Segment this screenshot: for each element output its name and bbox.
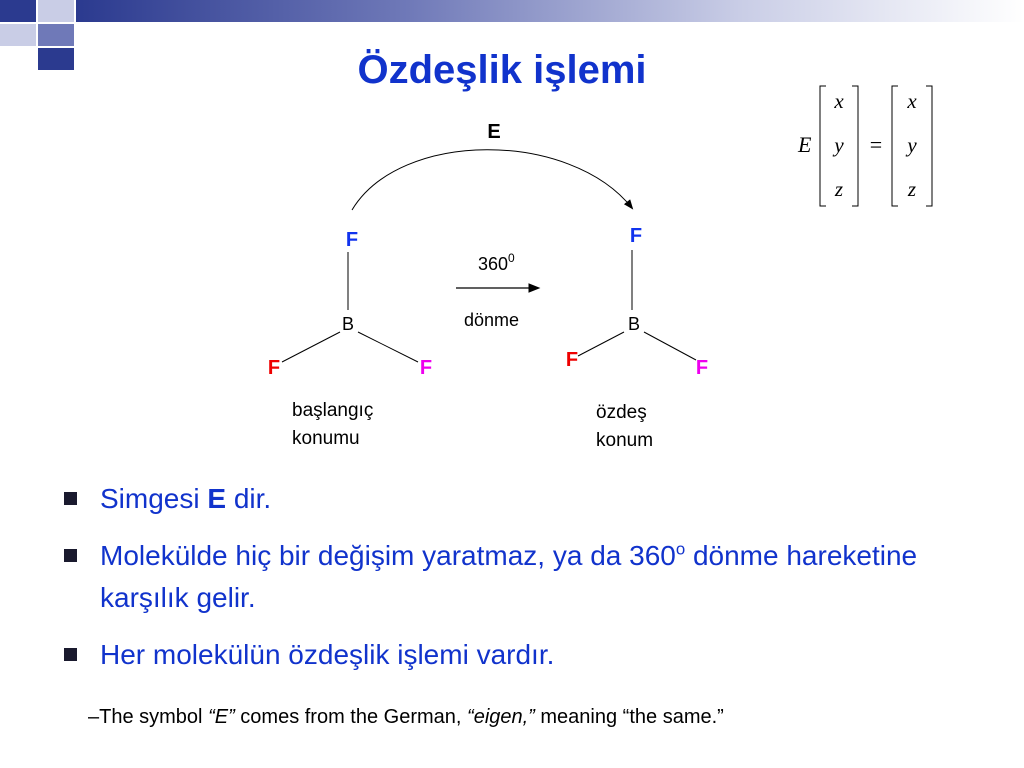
left-vector-z: z (834, 177, 844, 201)
bracket-left-close (852, 86, 858, 206)
atom-f-top-left: F (345, 229, 359, 251)
decor-square (38, 0, 74, 22)
caption-right-line2: konum (596, 430, 654, 451)
bullet-text: dönme hareketine karşılık gelir. (100, 540, 918, 613)
rotation-value: $360^0$ (478, 251, 515, 274)
atom-b-left: B (341, 314, 355, 334)
square-bullet-icon (64, 492, 77, 505)
matrix-operator: E (798, 132, 812, 157)
bracket-right-open (892, 86, 898, 206)
bullet-list (62, 478, 962, 692)
atom-f-bottom-right-magenta: F (695, 357, 709, 379)
bullet-item (62, 634, 962, 675)
atom-f-top-right: F (629, 225, 643, 247)
caption-right-line1: özdeş (596, 402, 647, 423)
degree-superscript: o (675, 540, 686, 560)
bracket-right-close (926, 86, 932, 206)
rotation-word: dönme (464, 310, 520, 330)
bond (358, 332, 418, 362)
bullet-item (62, 478, 962, 519)
atom-f-bottom-right-magenta: F (419, 357, 433, 379)
bullet-bold-symbol: E (207, 483, 227, 514)
matrix-equation (790, 80, 950, 212)
footnote: –The symbol “E” comes from the German, “eigen,” meaning “the same.” (88, 706, 724, 728)
bullet-item (62, 535, 962, 618)
right-vector-y: y (907, 133, 917, 157)
bracket-left-open (820, 86, 826, 206)
bullet-text: Her molekülün özdeşlik işlemi vardır. (100, 639, 555, 671)
bullet-text: Simgesi (100, 483, 208, 514)
caption-left-line2: konumu (292, 428, 360, 449)
decor-square (0, 24, 36, 46)
decor-square (38, 24, 74, 46)
caption-left-line1: başlangıç (292, 400, 374, 421)
curved-arrow (352, 150, 632, 210)
square-bullet-icon (64, 549, 77, 562)
equals-sign: = (869, 132, 883, 157)
bond (282, 332, 340, 362)
bond (644, 332, 696, 360)
right-vector-x: x (907, 89, 917, 113)
operator-label: E (487, 121, 501, 143)
atom-f-bottom-left-red: F (267, 357, 281, 379)
bullet-text: dir. (226, 483, 272, 514)
decor-top-band (76, 0, 1024, 22)
decor-square (0, 0, 36, 22)
atom-f-bottom-left-red: F (565, 349, 579, 371)
left-vector-y: y (834, 133, 844, 157)
square-bullet-icon (64, 648, 77, 661)
bullet-text: Molekülde hiç bir değişim yaratmaz, ya da 360 (100, 540, 676, 572)
atom-b-right: B (627, 314, 641, 334)
right-vector-z: z (907, 177, 917, 201)
identity-operation-diagram (240, 110, 740, 460)
bond (578, 332, 624, 356)
left-vector-x: x (834, 89, 844, 113)
slide-title: Özdeşlik işlemi (357, 48, 647, 92)
